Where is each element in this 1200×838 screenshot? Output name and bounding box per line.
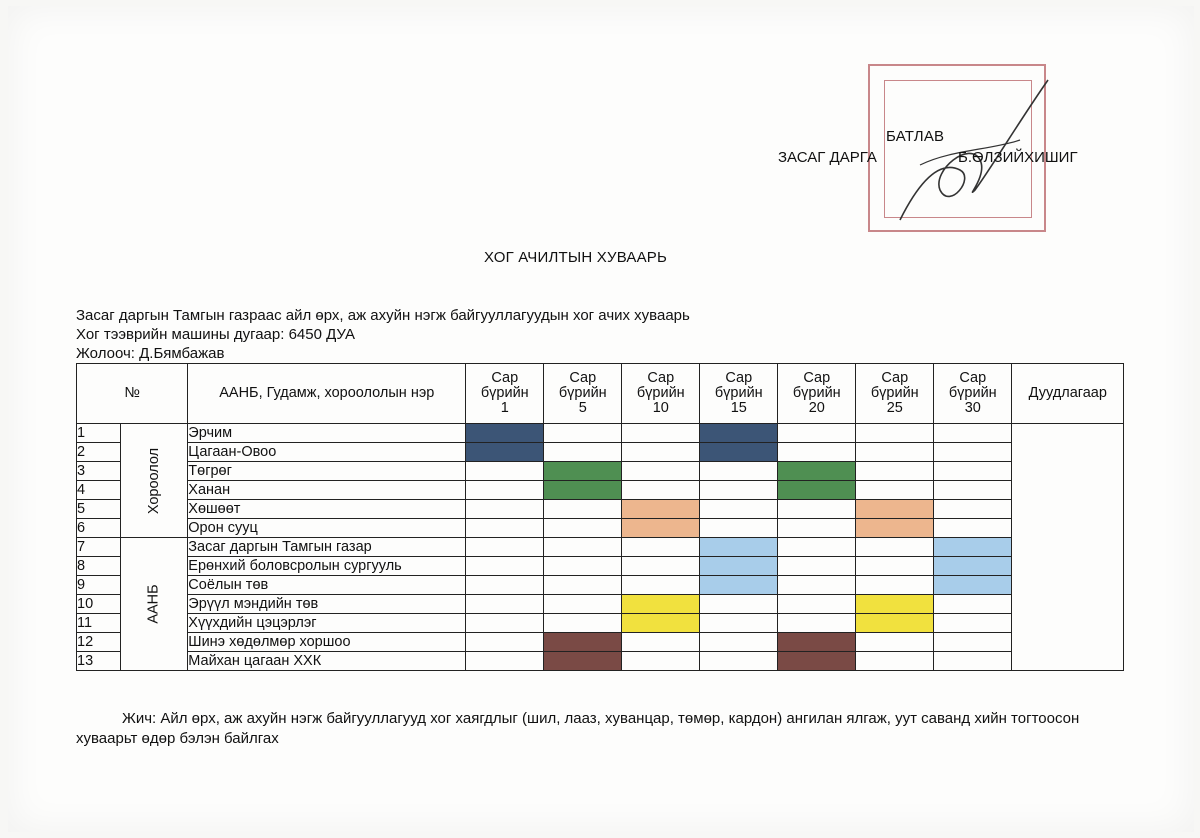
schedule-cell: [700, 481, 778, 500]
table-row: [77, 481, 1124, 500]
schedule-cell: [856, 462, 934, 481]
schedule-cell-filled: [544, 462, 622, 481]
schedule-cell: [622, 443, 700, 462]
schedule-cell: [544, 424, 622, 443]
table-row: [77, 595, 1124, 614]
schedule-cell: [466, 595, 544, 614]
schedule-cell: [622, 481, 700, 500]
schedule-cell-filled: [700, 424, 778, 443]
schedule-cell: [466, 614, 544, 633]
schedule-cell-filled: [466, 443, 544, 462]
schedule-cell: [622, 576, 700, 595]
schedule-cell-filled: [934, 557, 1012, 576]
row-number: 5: [77, 500, 121, 519]
row-number: 9: [77, 576, 121, 595]
schedule-cell: [544, 576, 622, 595]
schedule-cell: [856, 652, 934, 671]
table-row: [77, 576, 1124, 595]
row-number: 3: [77, 462, 121, 481]
schedule-cell: [466, 481, 544, 500]
schedule-cell: [700, 595, 778, 614]
header-day-10: Сар бүрийн 10: [622, 364, 700, 424]
schedule-table: [76, 363, 1124, 671]
row-name: Майхан цагаан ХХК: [188, 652, 466, 671]
header-day-5: Сар бүрийн 5: [544, 364, 622, 424]
group-label: Хороолол: [146, 447, 163, 514]
schedule-cell: [778, 443, 856, 462]
schedule-cell-filled: [778, 652, 856, 671]
group-label: ААНБ: [146, 584, 163, 624]
governor-title: ЗАСАГ ДАРГА: [778, 149, 877, 166]
table-row: [77, 500, 1124, 519]
header-day-25: Сар бүрийн 25: [856, 364, 934, 424]
schedule-cell: [856, 424, 934, 443]
schedule-cell-filled: [700, 576, 778, 595]
row-name: Эрүүл мэндийн төв: [188, 595, 466, 614]
schedule-cell: [934, 443, 1012, 462]
row-name: Төгрөг: [188, 462, 466, 481]
schedule-cell: [544, 614, 622, 633]
row-name: Соёлын төв: [188, 576, 466, 595]
schedule-cell-filled: [934, 576, 1012, 595]
schedule-cell: [466, 652, 544, 671]
schedule-cell-filled: [622, 519, 700, 538]
schedule-cell: [700, 633, 778, 652]
schedule-cell: [934, 500, 1012, 519]
intro-line-1: Засаг даргын Тамгын газраас айл өрх, аж ахуйн нэгж байгууллагуудын хог ачих хуваарь: [76, 307, 690, 324]
schedule-cell-filled: [622, 614, 700, 633]
row-name: Засаг даргын Тамгын газар: [188, 538, 466, 557]
schedule-cell: [778, 500, 856, 519]
schedule-cell: [622, 424, 700, 443]
schedule-cell: [934, 462, 1012, 481]
row-number: 2: [77, 443, 121, 462]
schedule-cell: [856, 481, 934, 500]
group-label-cell: [121, 424, 188, 538]
schedule-cell: [934, 519, 1012, 538]
header-day-20: Сар бүрийн 20: [778, 364, 856, 424]
approve-label: БАТЛАВ: [886, 128, 945, 145]
schedule-cell: [934, 595, 1012, 614]
schedule-cell-filled: [700, 538, 778, 557]
row-number: 6: [77, 519, 121, 538]
table-row: [77, 519, 1124, 538]
row-name: Цагаан-Овоо: [188, 443, 466, 462]
schedule-cell: [466, 633, 544, 652]
schedule-cell-filled: [700, 443, 778, 462]
schedule-cell-filled: [466, 424, 544, 443]
schedule-cell: [544, 538, 622, 557]
row-number: 13: [77, 652, 121, 671]
header-day-30: Сар бүрийн 30: [934, 364, 1012, 424]
header-day-15: Сар бүрийн 15: [700, 364, 778, 424]
schedule-cell: [778, 595, 856, 614]
footnote: Жич: Айл өрх, аж ахуйн нэгж байгууллагууд хог хаягдлыг (шил, лааз, хуванцар, төмөр, кардон) ангилан ялгаж, уут саванд хийн тогтоосон хуваарьт өдөр бэлэн байлгах: [76, 710, 1080, 747]
schedule-cell: [622, 652, 700, 671]
schedule-cell: [622, 633, 700, 652]
schedule-cell: [856, 557, 934, 576]
header-number: №: [77, 364, 188, 424]
table-row: [77, 462, 1124, 481]
schedule-cell: [700, 652, 778, 671]
schedule-cell-filled: [544, 633, 622, 652]
table-row: [77, 424, 1124, 443]
row-name: Хөшөөт: [188, 500, 466, 519]
table-header-row: [77, 364, 1124, 424]
table-row: [77, 614, 1124, 633]
schedule-cell: [778, 614, 856, 633]
schedule-cell-filled: [778, 481, 856, 500]
schedule-cell-filled: [544, 652, 622, 671]
intro-line-3: Жолооч: Д.Бямбажав: [76, 345, 225, 362]
row-number: 11: [77, 614, 121, 633]
schedule-cell: [466, 500, 544, 519]
schedule-cell: [544, 519, 622, 538]
schedule-cell: [466, 519, 544, 538]
group-label-cell: [121, 538, 188, 671]
row-name: Орон сууц: [188, 519, 466, 538]
table-row: [77, 652, 1124, 671]
schedule-cell: [778, 557, 856, 576]
schedule-cell: [778, 424, 856, 443]
table-row: [77, 443, 1124, 462]
row-number: 4: [77, 481, 121, 500]
schedule-cell: [466, 538, 544, 557]
row-number: 10: [77, 595, 121, 614]
header-remark: Дуудлагаар: [1012, 364, 1124, 424]
row-name: Ханан: [188, 481, 466, 500]
schedule-cell-filled: [856, 519, 934, 538]
schedule-cell-filled: [622, 595, 700, 614]
remark-cell: [1012, 424, 1124, 671]
document-title: ХОГ АЧИЛТЫН ХУВААРЬ: [484, 249, 668, 266]
schedule-cell: [622, 462, 700, 481]
schedule-cell-filled: [544, 481, 622, 500]
schedule-cell: [700, 614, 778, 633]
row-number: 7: [77, 538, 121, 557]
row-number: 8: [77, 557, 121, 576]
schedule-cell: [700, 500, 778, 519]
schedule-cell: [544, 443, 622, 462]
row-name: Ерөнхий боловсролын сургууль: [188, 557, 466, 576]
schedule-cell: [544, 500, 622, 519]
schedule-cell: [622, 538, 700, 557]
row-name: Хүүхдийн цэцэрлэг: [188, 614, 466, 633]
header-day-1: Сар бүрийн 1: [466, 364, 544, 424]
row-number: 1: [77, 424, 121, 443]
row-name: Шинэ хөдөлмөр хоршоо: [188, 633, 466, 652]
row-name: Эрчим: [188, 424, 466, 443]
row-number: 12: [77, 633, 121, 652]
governor-name: Б.ӨЛЗИЙХИШИГ: [958, 149, 1078, 166]
schedule-cell: [856, 443, 934, 462]
schedule-cell-filled: [778, 633, 856, 652]
schedule-cell-filled: [856, 595, 934, 614]
schedule-cell: [778, 538, 856, 557]
table-row: [77, 633, 1124, 652]
header-name: ААНБ, Гудамж, хороололын нэр: [188, 364, 466, 424]
schedule-cell-filled: [934, 538, 1012, 557]
intro-line-2: Хог тээврийн машины дугаар: 6450 ДУА: [76, 326, 355, 343]
schedule-cell: [700, 462, 778, 481]
schedule-cell-filled: [622, 500, 700, 519]
schedule-cell: [700, 519, 778, 538]
schedule-cell: [934, 424, 1012, 443]
schedule-cell-filled: [856, 614, 934, 633]
schedule-body: [77, 424, 1124, 671]
schedule-cell-filled: [778, 462, 856, 481]
schedule-cell: [466, 462, 544, 481]
schedule-cell-filled: [700, 557, 778, 576]
schedule-cell: [934, 481, 1012, 500]
schedule-cell: [934, 652, 1012, 671]
schedule-cell: [544, 595, 622, 614]
schedule-cell: [466, 576, 544, 595]
schedule-cell: [856, 576, 934, 595]
schedule-cell: [466, 557, 544, 576]
schedule-cell-filled: [856, 500, 934, 519]
schedule-cell: [778, 519, 856, 538]
schedule-cell: [934, 614, 1012, 633]
schedule-cell: [778, 576, 856, 595]
schedule-cell: [622, 557, 700, 576]
schedule-cell: [856, 538, 934, 557]
schedule-cell: [934, 633, 1012, 652]
schedule-cell: [856, 633, 934, 652]
schedule-cell: [544, 557, 622, 576]
table-row: [77, 538, 1124, 557]
table-row: [77, 557, 1124, 576]
